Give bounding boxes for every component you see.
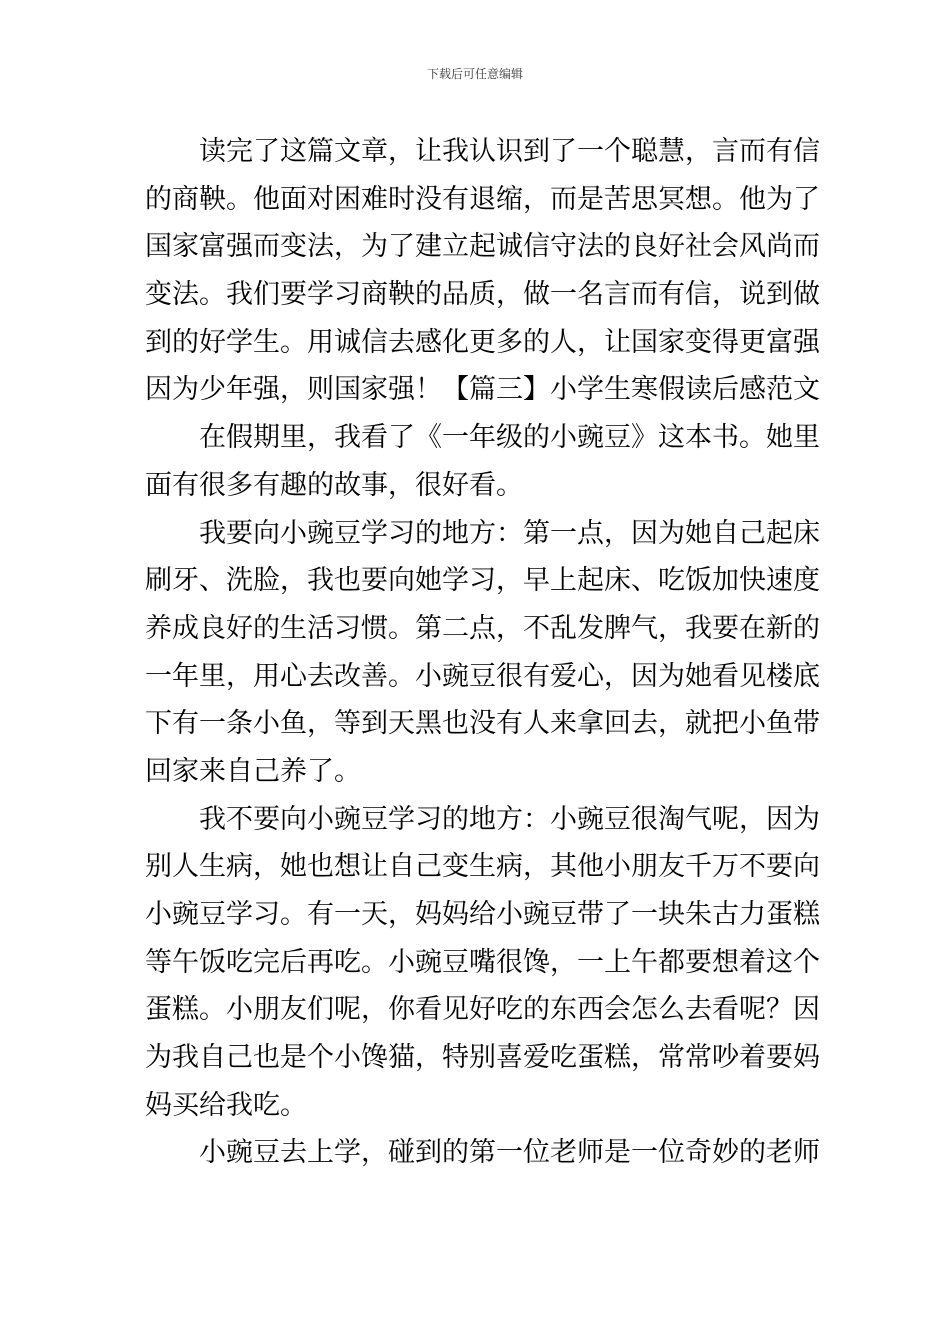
text-line-19: 蛋糕。小朋友们呢，你看见好吃的东西会怎么去看呢？因 <box>145 994 820 1026</box>
text-line-1: 读完了这篇文章，让我认识到了一个聪慧，言而有信 <box>199 136 820 167</box>
text-line-3: 国家富强而变法，为了建立起诚信守法的良好社会风尚而 <box>145 231 820 263</box>
text-line-4: 变法。我们要学习商鞅的品质，做一名言而有信，说到做 <box>145 279 820 311</box>
text-line-20: 为我自己也是个小馋猫，特别喜爱吃蛋糕，常常吵着要妈 <box>145 1042 820 1074</box>
page-header: 下载后可任意编辑 <box>426 67 523 81</box>
body-text <box>145 128 820 1177</box>
text-line-10: 刷牙、洗脸，我也要向她学习，早上起床、吃饭加快速度 <box>145 565 820 597</box>
text-line-7: 在假期里，我看了《一年级的小豌豆》这本书。她里 <box>199 422 820 454</box>
text-line-18: 等午饭吃完后再吃。小豌豆嘴很馋，一上午都要想着这个 <box>145 946 820 978</box>
text-line-5: 到的好学生。用诚信去感化更多的人，让国家变得更富强 <box>145 326 820 358</box>
text-line-6: 因为少年强，则国家强！【篇三】小学生寒假读后感范文 <box>145 374 820 406</box>
text-line-14: 回家来自己养了。 <box>145 755 361 787</box>
text-line-17: 小豌豆学习。有一天，妈妈给小豌豆带了一块朱古力蛋糕 <box>145 899 820 930</box>
text-line-11: 养成良好的生活习惯。第二点，不乱发脾气，我要在新的 <box>145 612 820 644</box>
text-line-2: 的商鞅。他面对困难时没有退缩，而是苦思冥想。他为了 <box>145 183 820 215</box>
text-line-9: 我要向小豌豆学习的地方：第一点，因为她自己起床 <box>199 517 820 549</box>
text-line-13: 下有一条小鱼，等到天黑也没有人来拿回去，就把小鱼带 <box>145 708 820 740</box>
text-line-15: 我不要向小豌豆学习的地方：小豌豆很淘气呢，因为 <box>199 803 820 835</box>
text-line-21: 妈买给我吃。 <box>145 1089 307 1121</box>
text-line-8: 面有很多有趣的故事，很好看。 <box>145 469 523 501</box>
text-line-16: 别人生病，她也想让自己变生病，其他小朋友千万不要向 <box>145 851 820 883</box>
text-line-12: 一年里，用心去改善。小豌豆很有爱心，因为她看见楼底 <box>145 660 820 692</box>
text-line-22: 小豌豆去上学，碰到的第一位老师是一位奇妙的老师 <box>199 1137 820 1169</box>
